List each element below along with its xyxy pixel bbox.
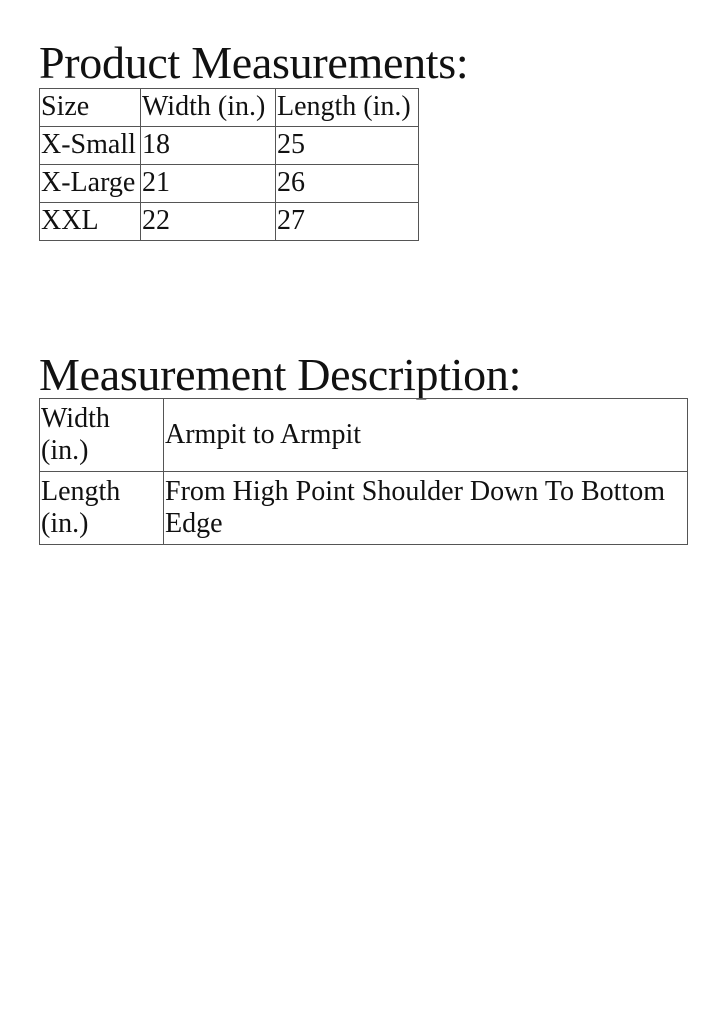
product-measurements-title: Product Measurements:: [39, 37, 469, 88]
header-cell-length: Length (in.): [276, 89, 419, 127]
definition-cell: From High Point Shoulder Down To Bottom Edge: [164, 472, 688, 545]
definition-cell: Armpit to Armpit: [164, 399, 688, 472]
table-row: [40, 127, 419, 165]
term-cell: Width (in.): [40, 399, 164, 472]
size-cell: X-Small: [40, 127, 141, 165]
width-cell: 18: [141, 127, 276, 165]
width-cell: 22: [141, 203, 276, 241]
table-row: [40, 399, 688, 472]
table-row: [40, 203, 419, 241]
measurement-description-title: Measurement Description:: [39, 349, 522, 400]
table-row: [40, 472, 688, 545]
description-table: [39, 398, 688, 545]
header-cell-size: Size: [40, 89, 141, 127]
table-row: [40, 165, 419, 203]
term-cell: Length (in.): [40, 472, 164, 545]
size-cell: XXL: [40, 203, 141, 241]
width-cell: 21: [141, 165, 276, 203]
length-cell: 26: [276, 165, 419, 203]
length-cell: 27: [276, 203, 419, 241]
table-header-row: [40, 89, 419, 127]
size-cell: X-Large: [40, 165, 141, 203]
header-cell-width: Width (in.): [141, 89, 276, 127]
length-cell: 25: [276, 127, 419, 165]
measurements-table: [39, 88, 419, 241]
